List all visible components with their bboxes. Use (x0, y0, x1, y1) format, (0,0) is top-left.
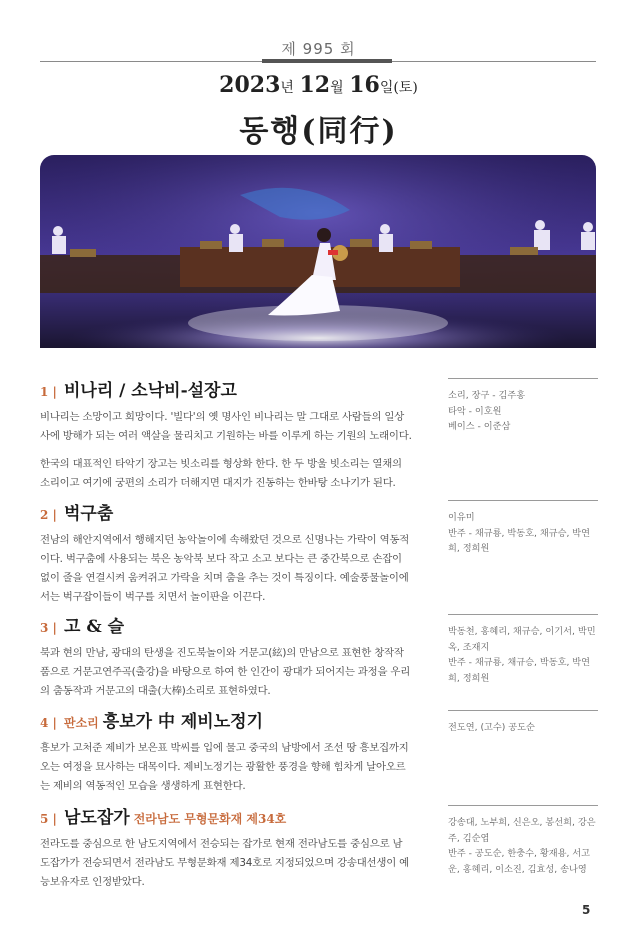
edition-number: 제 995 회 (281, 40, 356, 58)
date-weekday: (토) (393, 80, 418, 96)
date-month: 12 (299, 72, 331, 98)
performers-4 (448, 710, 598, 736)
date-year-unit: 년 (280, 80, 294, 96)
program-item-header (40, 499, 412, 524)
program-item-number: 3 | (40, 621, 57, 635)
program-item-description: 전남의 해안지역에서 행해지던 농악놀이에 속해왔던 것으로 신명나는 가락이 역동적이다. 벅구춤에 사용되는 북은 농악북 보다 작고 소고 보다는 큰 중간북으로 손잡이 없이 줄을 연결시켜 움켜쥐고 가락을 치며 춤을 추는 것이 특징이다. 예술풍물놀이에서는 벅구잡이들이 벅구를 치면서 놀이판을 이끈다. (40, 534, 410, 603)
page-number: 5 (582, 903, 591, 917)
program-item-genre: 판소리 (64, 716, 99, 730)
performer-line: 박동천, 홍혜리, 채규승, 이기서, 박민옥, 조재지 (448, 626, 596, 653)
stage-photo (40, 155, 596, 348)
program-item-subtitle: 전라남도 무형문화재 제34호 (133, 812, 287, 826)
program-item-header (40, 376, 412, 401)
program-item-description: 전라도를 중심으로 한 남도지역에서 전승되는 잡가로 현재 전라남도를 중심으로 남도잡가가 전승되면서 전라남도 무형문화재 제34호로 지정되었으며 강송대선생이 예능보유자로 인정받았다. (40, 838, 410, 888)
program-item-number: 5 | (40, 812, 57, 826)
performer-line: 전도연, (고수) 공도순 (448, 722, 535, 733)
program-item-4 (40, 707, 412, 796)
program-item-header (40, 612, 412, 637)
performer-line: 이유미 (448, 512, 475, 523)
program-item-description: 북과 현의 만남, 광대의 탄생을 진도북놀이와 거문고(絃)의 만남으로 표현한 창작작품으로 거문고연주곡(출강)을 바탕으로 하여 한 인간이 광대가 되어지는 과정을 우리의 춤동작과 거문고의 대출(大棒)소리로 표현하였다. (40, 647, 411, 697)
performer-line: 타악 - 이호원 (448, 405, 502, 417)
program-item-5 (40, 803, 412, 892)
performers-2 (448, 500, 598, 557)
date-year: 2023 (219, 72, 281, 98)
header-rule-accent (262, 59, 392, 63)
performers-3 (448, 614, 598, 686)
performer-line: 반주 - 채규룡, 박동호, 채규승, 박연희, 정희원 (448, 527, 591, 554)
performer-line: 베이스 - 이준삼 (448, 421, 511, 432)
program-item-number: 2 | (40, 508, 57, 522)
program-item-number: 1 | (40, 385, 57, 399)
performers-1 (448, 378, 598, 435)
program-item-header (40, 803, 412, 828)
program-title: 동행(同行) (239, 114, 398, 149)
program-item-title: 남도잡가 전라남도 무형문화재 제34호 (64, 808, 287, 828)
program-item-title: 벅구춤 (64, 504, 114, 524)
date-day-unit: 일 (379, 80, 394, 96)
performer-line: 반주 - 채규룡, 채규승, 박동호, 박연희, 정희원 (448, 657, 591, 684)
program-item-2 (40, 499, 412, 607)
performance-date (0, 72, 637, 98)
performer-line: 반주 - 공도순, 한충수, 황재용, 서고운, 홍혜리, 이소진, 김효성, 송나영 (448, 848, 591, 875)
program-item-title: 고 & 슬 (64, 617, 125, 637)
program-item-title: 판소리 흥보가 中 제비노정기 (64, 712, 263, 732)
program-item-header (40, 707, 412, 732)
performer-line: 소리, 장구 - 김주홍 (448, 390, 526, 401)
date-month-unit: 월 (330, 80, 344, 96)
program-item-3 (40, 612, 412, 701)
program-item-description: 비나리는 소망이고 희망이다. '빌다'의 옛 명사인 비나리는 말 그대로 사람들의 일상사에 방해가 되는 여러 액살을 물리치고 기원하는 바를 이루게 하는 기원의 노래이다. (40, 411, 412, 442)
program-item-title: 비나리 / 소낙비-설장고 (64, 381, 237, 401)
program-item-number: 4 | (40, 716, 57, 730)
program-item-1 (40, 376, 412, 493)
date-day: 16 (349, 72, 380, 98)
program-item-description: 흥보가 고처준 제비가 보은표 박씨를 입에 물고 중국의 남방에서 조선 땅 흥보집까지 오는 여정을 묘사하는 대목이다. 제비노정기는 광활한 풍경을 향해 힘차게 날아오르는 제비의 역동적인 모습을 생생하게 표현한다. (40, 742, 409, 792)
program-item-description: 한국의 대표적인 타악기 장고는 빗소리를 형상화 한다. 한 두 방울 빗소리는 열채의 소리이고 여기에 궁편의 소리가 더해지면 대지가 진동하는 한바탕 소나기가 된다. (40, 458, 402, 489)
performer-line: 강송대, 노부희, 신은오, 봉선희, 강은주, 김순엽 (448, 817, 596, 844)
performers-5 (448, 805, 598, 877)
